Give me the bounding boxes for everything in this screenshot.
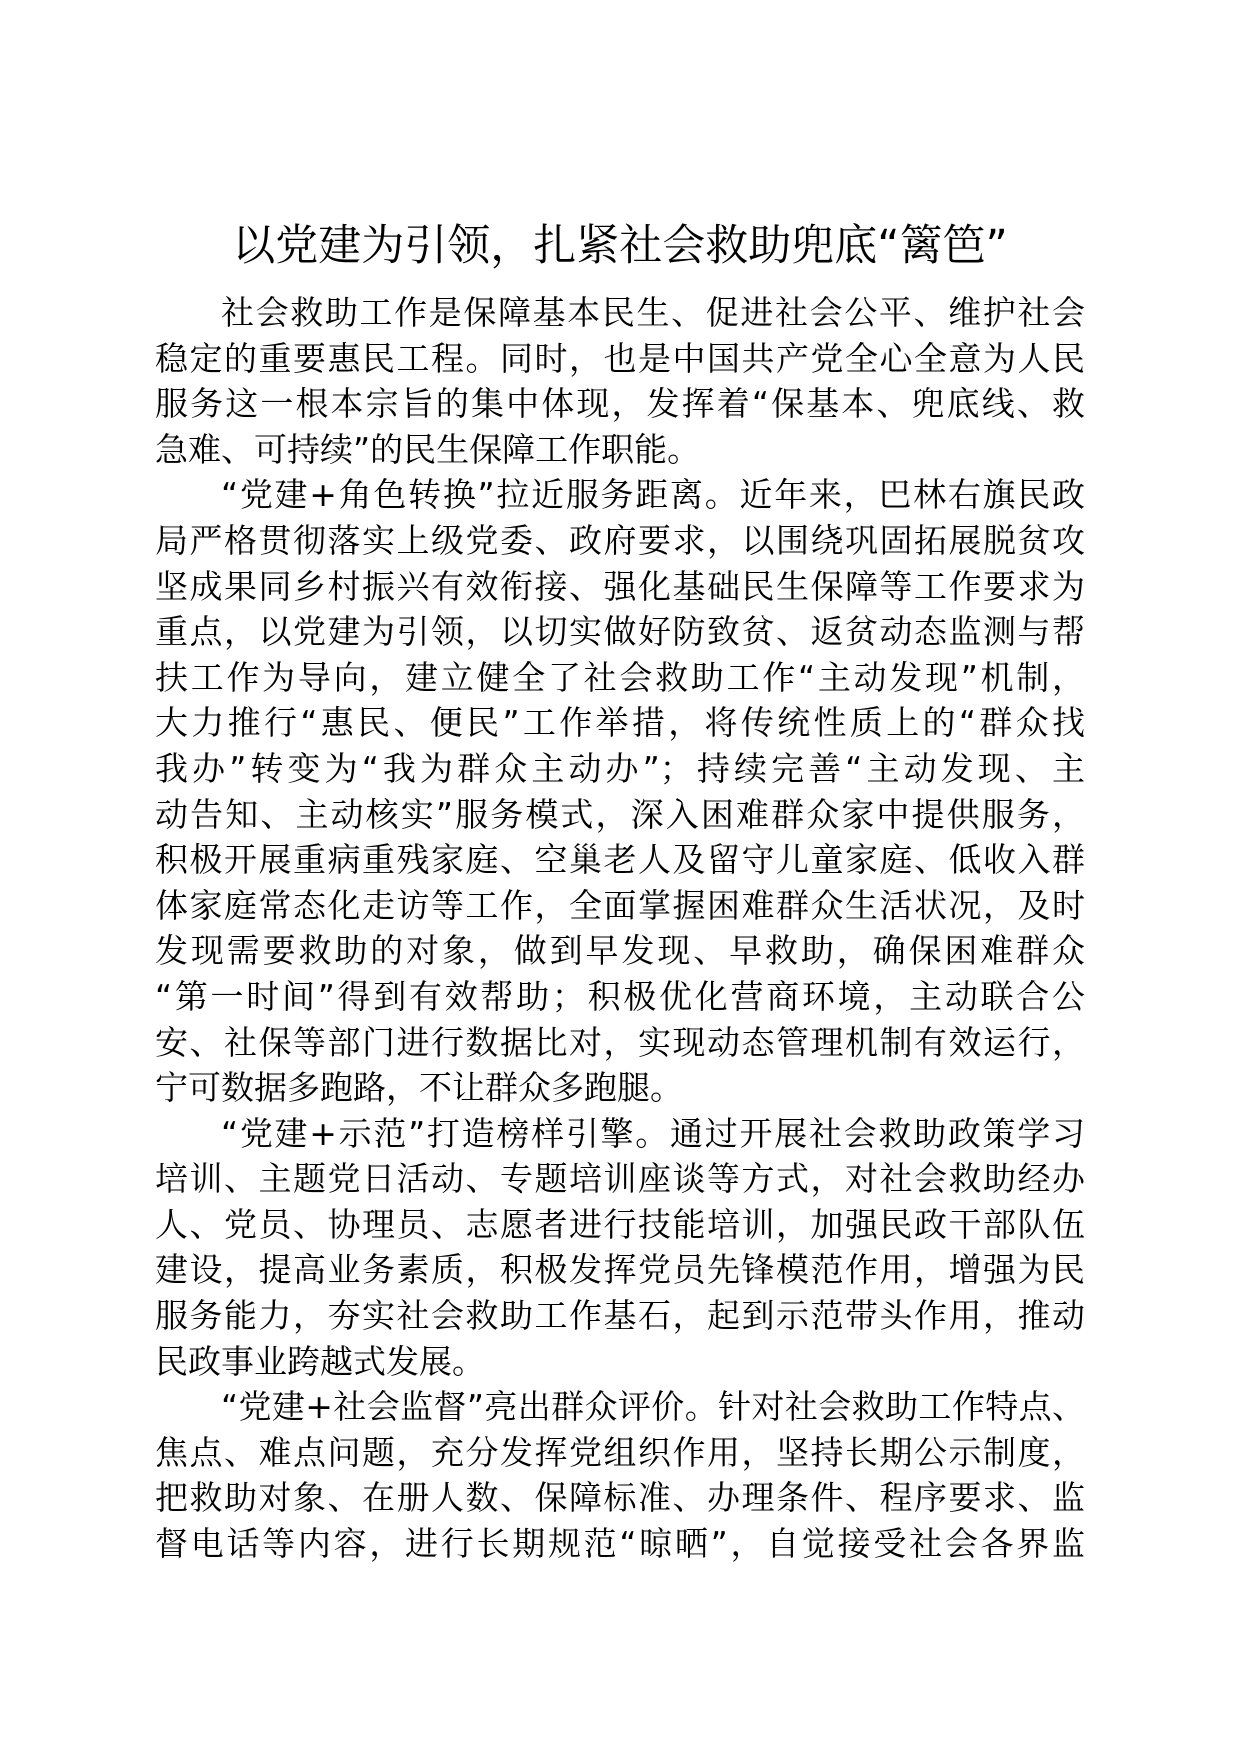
text-line: 扶工作为导向，建立健全了社会救助工作“主动发现”机制， <box>155 657 1085 697</box>
text-line: 人、党员、协理员、志愿者进行技能培训，加强民政干部队伍 <box>155 1204 1085 1244</box>
text-line: 把救助对象、在册人数、保障标准、办理条件、程序要求、监 <box>155 1478 1085 1518</box>
text-line: 发现需要救助的对象，做到早发现、早救助，确保困难群众 <box>155 931 1085 971</box>
text-line: “党建+社会监督”亮出群众评价。针对社会救助工作特点、 <box>221 1387 1085 1427</box>
text-line: 稳定的重要惠民工程。同时，也是中国共产党全心全意为人民 <box>155 338 1085 378</box>
text-line: 局严格贯彻落实上级党委、政府要求，以围绕巩固拓展脱贫攻 <box>155 520 1085 560</box>
paragraph-demonstration <box>155 1111 1085 1385</box>
text-line: 大力推行“惠民、便民”工作举措，将传统性质上的“群众找 <box>155 703 1085 743</box>
text-line: 社会救助工作是保障基本民生、促进社会公平、维护社会 <box>221 293 1085 332</box>
text-line: “党建+示范”打造榜样引擎。通过开展社会救助政策学习 <box>221 1113 1085 1153</box>
paragraph-social-supervision <box>155 1384 1085 1566</box>
text-line: 服务能力，夯实社会救助工作基石，起到示范带头作用，推动 <box>155 1296 1085 1336</box>
text-line: 体家庭常态化走访等工作，全面掌握困难群众生活状况，及时 <box>155 885 1085 925</box>
text-line: 宁可数据多跑路，不让群众多跑腿。 <box>155 1068 683 1108</box>
text-line: 培训、主题党日活动、专题培训座谈等方式，对社会救助经办 <box>155 1159 1085 1199</box>
text-line: 我办”转变为“我为群众主动办”；持续完善“主动发现、主 <box>155 748 1085 788</box>
paragraph-intro <box>155 290 1085 472</box>
text-line: 督电话等内容，进行长期规范“晾晒”，自觉接受社会各界监 <box>155 1524 1085 1564</box>
text-line: 动告知、主动核实”服务模式，深入困难群众家中提供服务， <box>155 794 1085 834</box>
text-line: 服务这一根本宗旨的集中体现，发挥着“保基本、兜底线、救 <box>155 384 1085 424</box>
text-line: 安、社保等部门进行数据比对，实现动态管理机制有效运行， <box>155 1022 1085 1062</box>
text-line: 民政事业跨越式发展。 <box>155 1341 485 1381</box>
document-title: 以党建为引领，扎紧社会救助兜底“篱笆” <box>232 221 1008 271</box>
text-line: “第一时间”得到有效帮助；积极优化营商环境，主动联合公 <box>155 976 1085 1016</box>
text-line: 坚成果同乡村振兴有效衔接、强化基础民生保障等工作要求为 <box>155 566 1085 606</box>
text-line: 重点，以党建为引领，以切实做好防致贫、返贫动态监测与帮 <box>155 612 1085 652</box>
text-line: “党建+角色转换”拉近服务距离。近年来，巴林右旗民政 <box>221 475 1085 515</box>
text-line: 建设，提高业务素质，积极发挥党员先锋模范作用，增强为民 <box>155 1250 1085 1290</box>
document-body <box>155 290 1085 1567</box>
text-line: 积极开展重病重残家庭、空巢老人及留守儿童家庭、低收入群 <box>155 840 1085 880</box>
text-line: 焦点、难点问题，充分发挥党组织作用，坚持长期公示制度， <box>155 1432 1085 1472</box>
paragraph-role-change <box>155 472 1085 1110</box>
text-line: 急难、可持续”的民生保障工作职能。 <box>155 429 701 469</box>
